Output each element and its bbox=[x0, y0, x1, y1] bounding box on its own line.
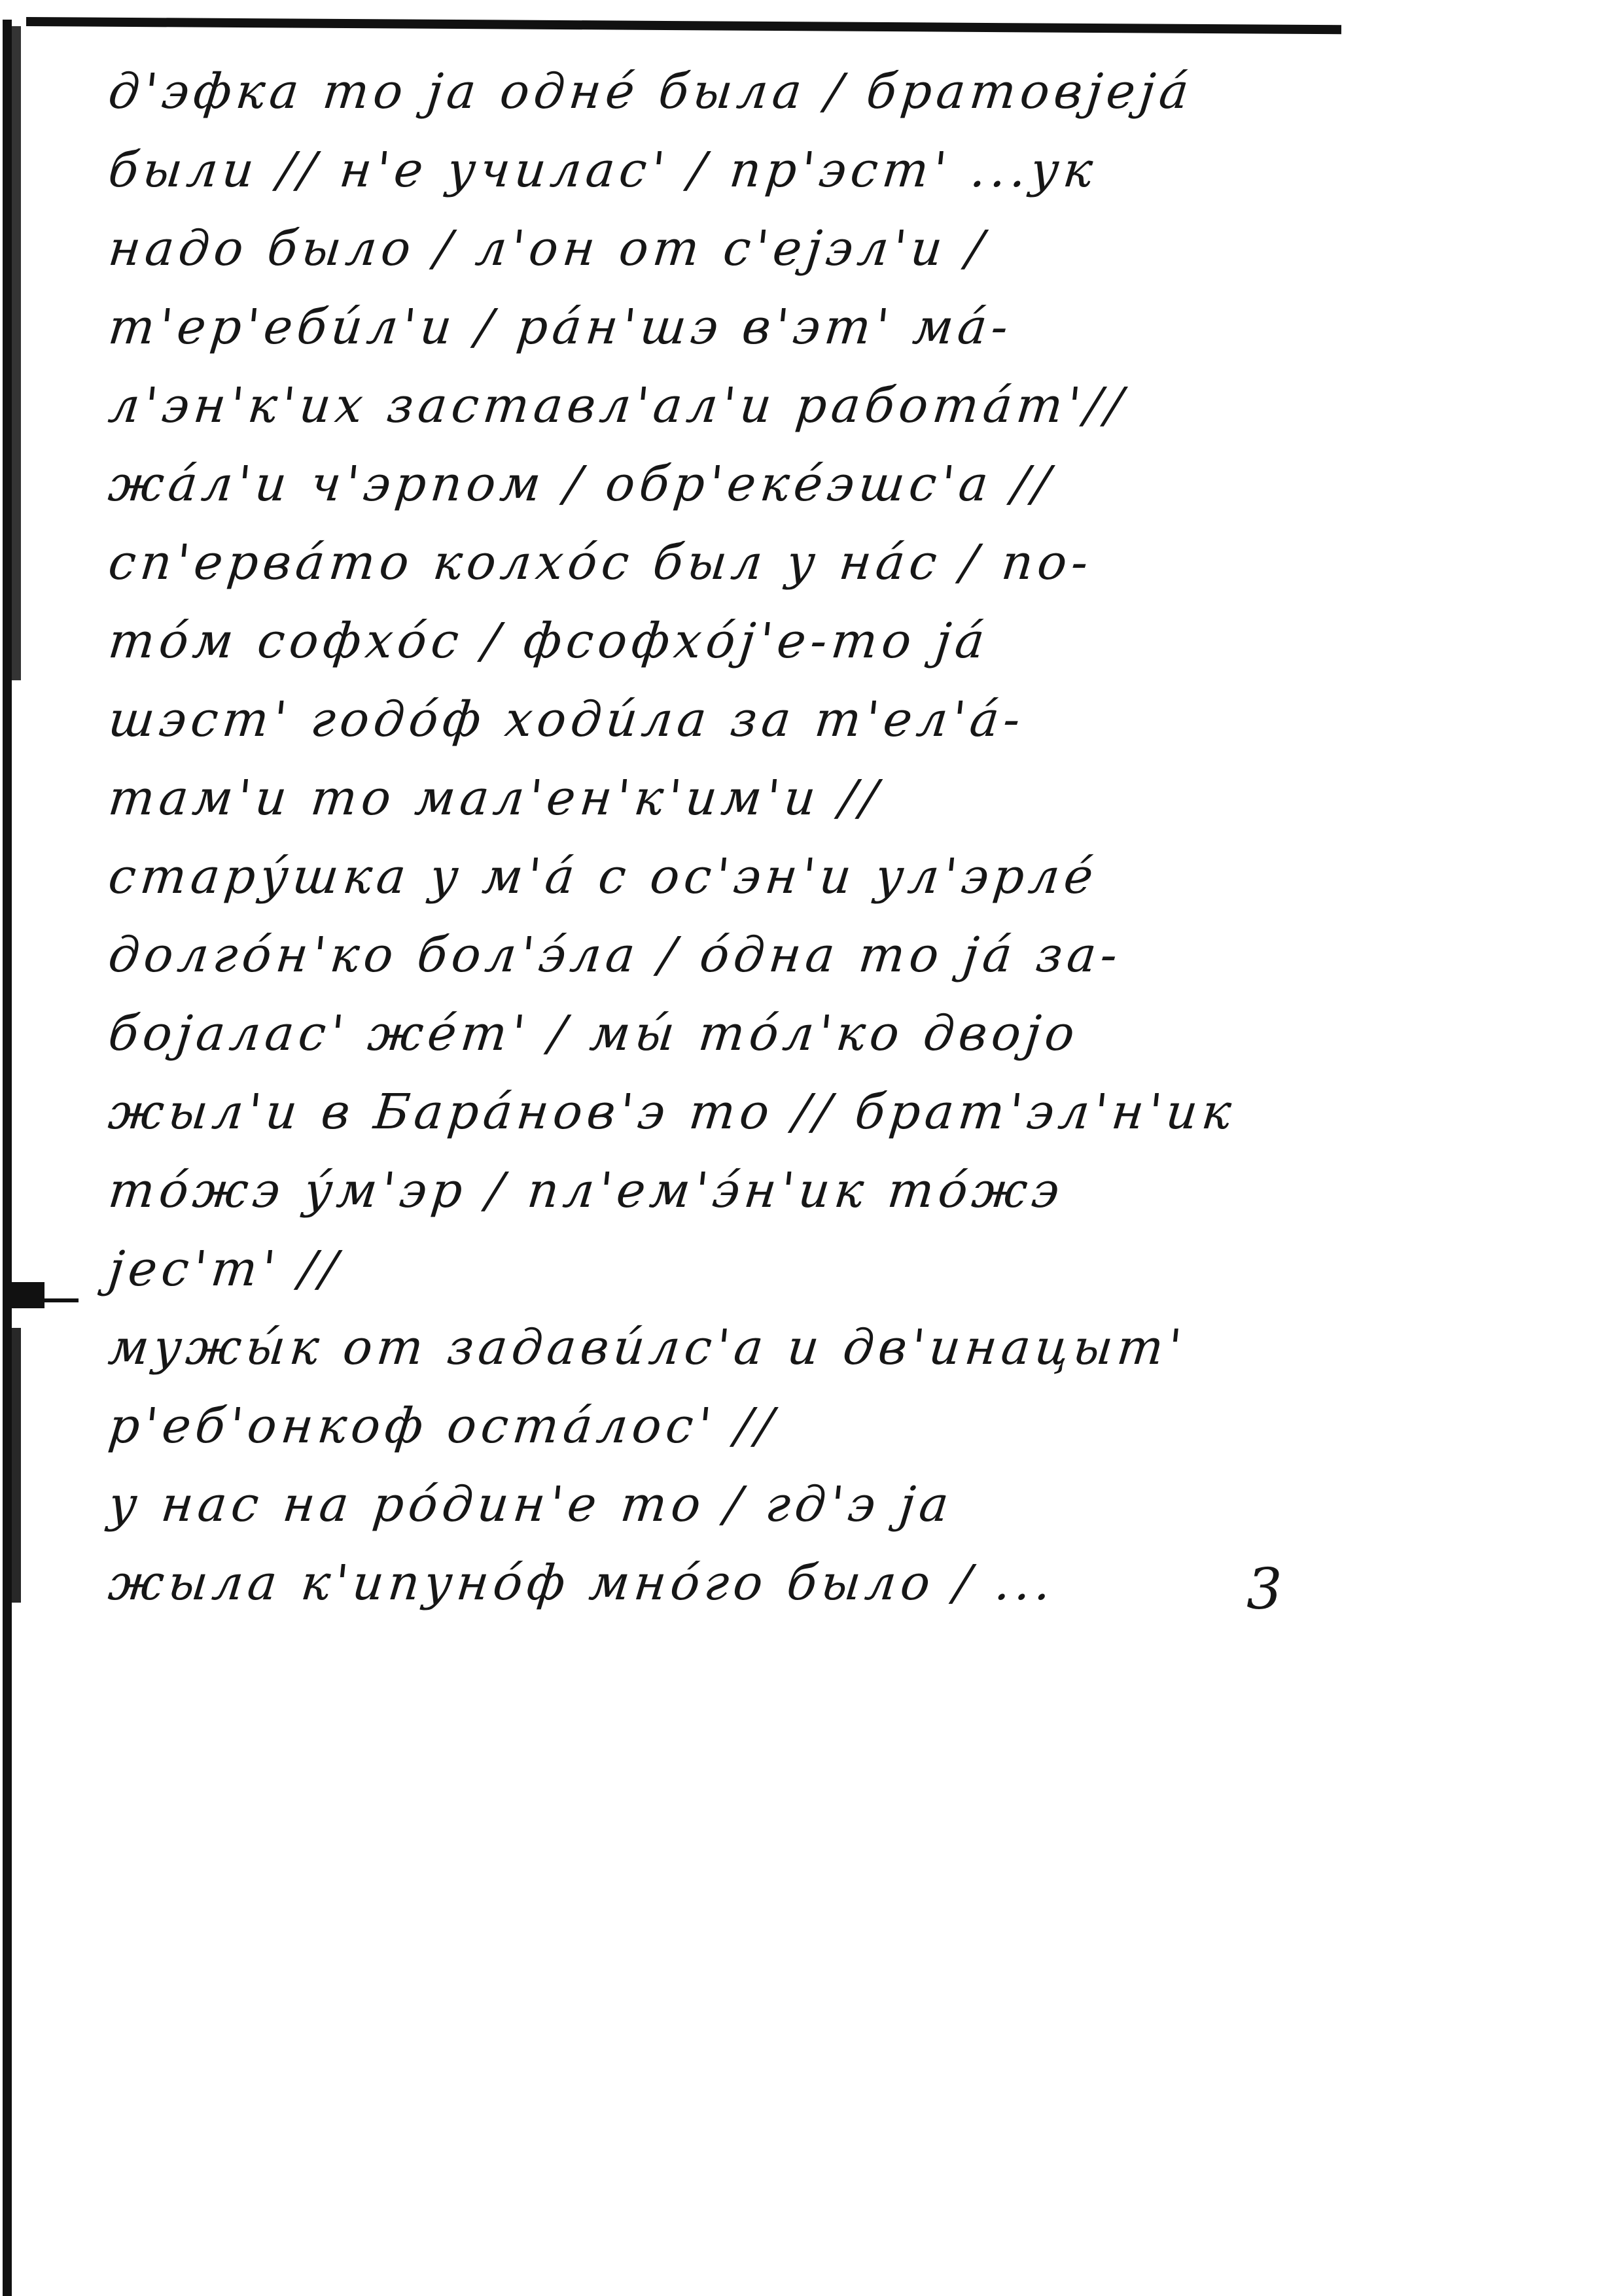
text-line: жыла к'ипуно́ф мно́го было / ... bbox=[105, 1555, 1059, 1611]
text-line: л'эн'к'их заставл'ал'и работа́т'// bbox=[105, 377, 1130, 434]
page-number: 3 bbox=[1246, 1557, 1282, 1622]
text-line: были // н'е училас' / пр'эст' ...ук bbox=[105, 142, 1100, 198]
text-line: мужы́к от задави́лс'а и дв'инацыт' bbox=[105, 1319, 1189, 1376]
scan-top-edge bbox=[26, 17, 1341, 34]
text-line: жа́л'и ч'эрпом / обр'еке́эшс'а // bbox=[105, 456, 1057, 512]
text-line: р'еб'онкоф оста́лос' // bbox=[105, 1398, 781, 1454]
scan-artifact bbox=[12, 1282, 44, 1308]
text-line: там'и то мал'ен'к'им'и // bbox=[105, 770, 885, 826]
scan-left-edge bbox=[3, 20, 12, 2296]
scan-artifact bbox=[12, 26, 21, 680]
text-line: надо было / л'он от с'ејэл'и / bbox=[105, 220, 991, 277]
text-line: у нас на ро́дин'е то / гд'э ја bbox=[105, 1476, 956, 1533]
text-line: јес'т' // bbox=[105, 1241, 345, 1297]
text-line: д'эфка то ја одне́ была / братовјеја́ bbox=[105, 63, 1196, 120]
text-line: сп'ерва́то колхо́с был у на́с / по- bbox=[105, 534, 1096, 591]
text-line: то́жэ у́м'эр / пл'ем'э́н'ик то́жэ bbox=[105, 1162, 1067, 1219]
text-line: т'ер'еби́л'и / ра́н'шэ в'эт' ма́- bbox=[105, 299, 1015, 355]
text-line: шэст' годо́ф ходи́ла за т'ел'а́- bbox=[105, 691, 1028, 748]
text-line: бојалас' же́т' / мы́ то́л'ко двојо bbox=[105, 1005, 1082, 1062]
handwritten-text bbox=[105, 52, 1348, 1622]
text-line: стару́шка у м'а́ с ос'эн'и ул'эрле́ bbox=[105, 848, 1101, 905]
text-line: жыл'и в Бара́нов'э то // брат'эл'н'ик bbox=[105, 1084, 1239, 1140]
scan-artifact bbox=[12, 1328, 21, 1603]
text-line: долго́н'ко бол'э́ла / о́дна то ја́ за- bbox=[105, 927, 1125, 983]
text-line: то́м софхо́с / фсофхо́ј'е-то ја́ bbox=[105, 613, 992, 669]
scan-artifact bbox=[20, 1298, 79, 1302]
